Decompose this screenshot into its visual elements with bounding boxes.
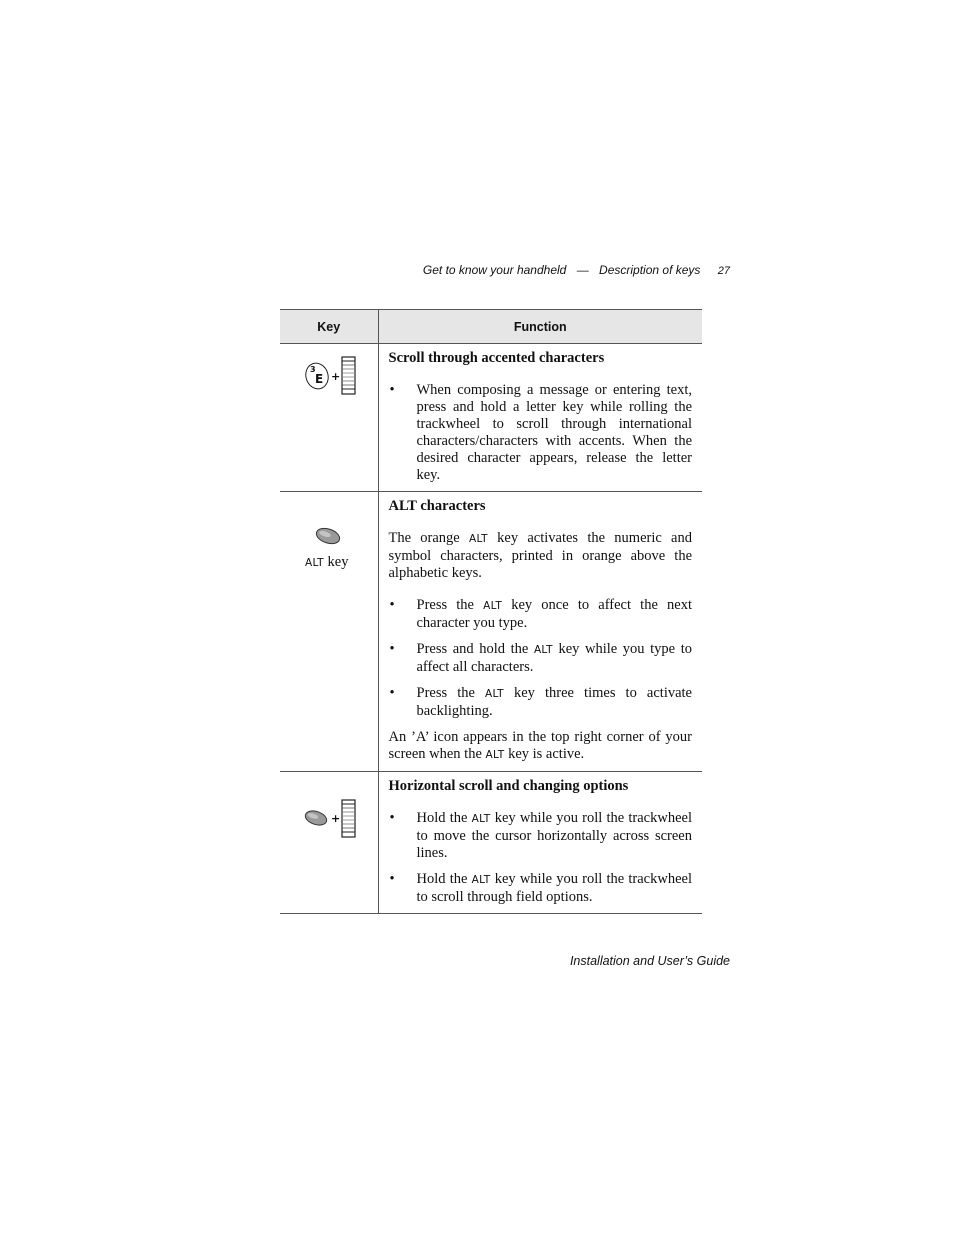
e-key-plus-trackwheel-icon (304, 356, 360, 396)
bullet-list (389, 810, 693, 906)
alt-key-icon (304, 525, 366, 547)
trackwheel-icon (342, 357, 355, 394)
alt-key-plus-trackwheel-icon (304, 799, 360, 839)
bullet-list (389, 597, 693, 720)
row-title: ALT characters (388, 498, 486, 514)
table-header-row (280, 310, 702, 344)
row-title: Scroll through accented characters (388, 350, 605, 366)
e-key-letter: E (315, 372, 324, 386)
plus-icon: + (331, 812, 341, 825)
table-row (280, 492, 702, 772)
header-dash: — (576, 263, 589, 277)
key-combo (304, 799, 360, 844)
list-item: • Press and hold the ALT key while you type to affect all characters. (389, 641, 693, 676)
function-cell (378, 772, 702, 914)
trackwheel-icon (342, 800, 355, 837)
bullet-list (389, 382, 693, 484)
table-row (280, 772, 702, 914)
key-illustration (304, 525, 366, 570)
list-item: • Hold the ALT key while you roll the trackwheel to scroll through field options. (389, 871, 693, 906)
intro-paragraph: The orange ALT key activates the numeric and symbol characters, printed in orange above the alphabetic keys. (388, 530, 692, 581)
list-item: • Press the ALT key once to affect the next character you type. (389, 597, 693, 632)
key-combo (304, 356, 360, 401)
key-cell (280, 772, 378, 914)
key-cell (280, 492, 378, 772)
alt-key-label: ALT key (305, 554, 349, 570)
list-item: • Hold the ALT key while you roll the trackwheel to move the cursor horizontally across screen lines. (389, 810, 693, 862)
alt-key-icon (304, 808, 328, 827)
key-cell (280, 344, 378, 492)
function-cell (378, 492, 702, 772)
row-title: Horizontal scroll and changing options (388, 778, 629, 794)
running-header (280, 263, 730, 277)
column-header-key: Key (280, 310, 378, 344)
header-section: Get to know your handheld (422, 263, 567, 277)
list-item: • When composing a message or entering text, press and hold a letter key while rolling the trackwheel to scroll through international characters/characters with accents. When the desired character appears, release the letter key. (389, 382, 693, 484)
table-row (280, 344, 702, 492)
function-cell (378, 344, 702, 492)
list-item: • Press the ALT key three times to activate backlighting. (389, 685, 693, 720)
plus-icon: + (331, 370, 341, 383)
e-key-digit: 3 (310, 365, 316, 374)
key-function-table (280, 309, 702, 914)
column-header-function: Function (378, 310, 702, 344)
page-number: 27 (717, 265, 730, 277)
running-footer: Installation and User’s Guide (569, 954, 730, 968)
outro-paragraph: An ’A’ icon appears in the top right corner of your screen when the ALT key is active. (388, 729, 692, 762)
e-key-icon (304, 360, 331, 392)
header-topic: Description of keys (599, 263, 701, 277)
